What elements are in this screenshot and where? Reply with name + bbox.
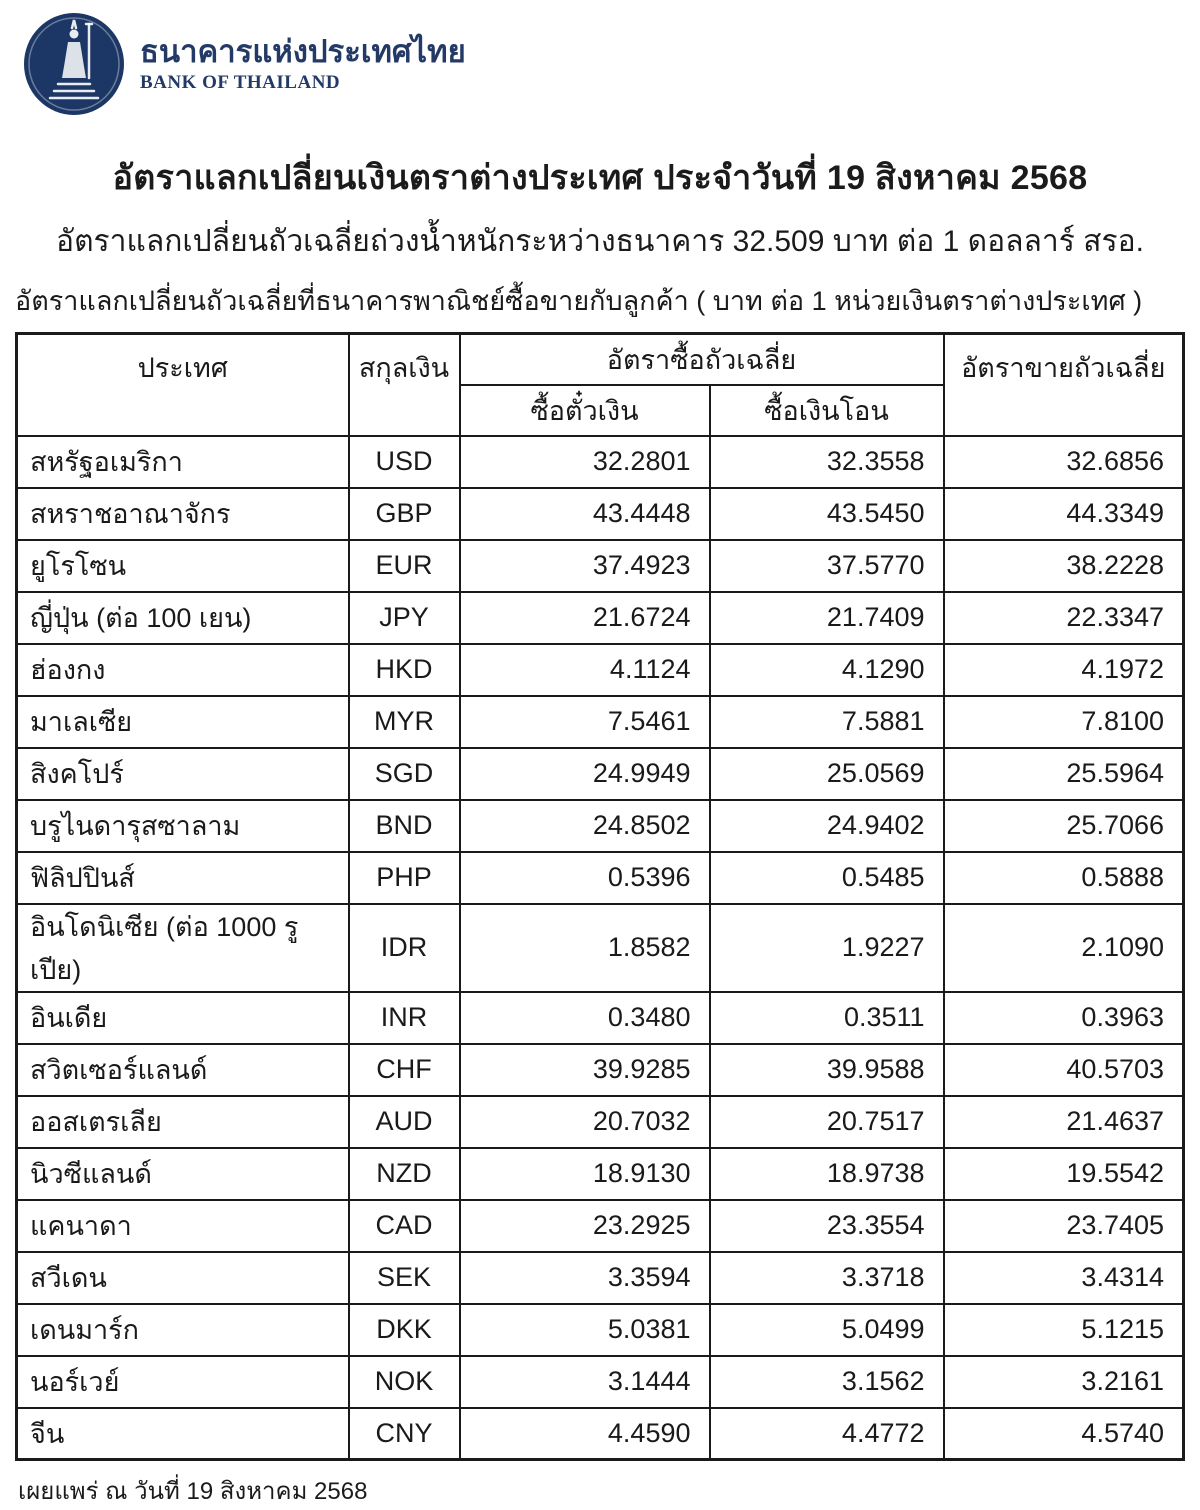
column-header-buy-group: อัตราซื้อถัวเฉลี่ย [460,334,944,385]
buy-bill-cell: 7.5461 [460,696,710,748]
sell-cell: 38.2228 [944,540,1184,592]
buy-transfer-cell: 18.9738 [710,1148,944,1200]
sell-cell: 25.7066 [944,800,1184,852]
column-header-currency: สกุลเงิน [349,334,460,436]
buy-transfer-cell: 43.5450 [710,488,944,540]
buy-transfer-cell: 1.9227 [710,904,944,992]
currency-cell: SGD [349,748,460,800]
weighted-average-rate-subtitle: อัตราแลกเปลี่ยนถัวเฉลี่ยถ่วงน้ำหนักระหว่างธนาคาร 32.509 บาท ต่อ 1 ดอลลาร์ สรอ. [56,225,1144,258]
currency-cell: CAD [349,1200,460,1252]
buy-transfer-cell: 0.3511 [710,992,944,1044]
buy-bill-cell: 3.3594 [460,1252,710,1304]
buy-transfer-cell: 24.9402 [710,800,944,852]
sell-cell: 7.8100 [944,696,1184,748]
buy-transfer-cell: 0.5485 [710,852,944,904]
sell-cell: 44.3349 [944,488,1184,540]
buy-bill-cell: 32.2801 [460,436,710,488]
buy-bill-cell: 39.9285 [460,1044,710,1096]
buy-transfer-cell: 32.3558 [710,436,944,488]
buy-bill-cell: 1.8582 [460,904,710,992]
buy-transfer-cell: 3.3718 [710,1252,944,1304]
sell-cell: 22.3347 [944,592,1184,644]
publication-date-footer: เผยแพร่ ณ วันที่ 19 สิงหาคม 2568 [18,1478,368,1505]
buy-bill-cell: 24.8502 [460,800,710,852]
table-row [17,852,1184,904]
currency-cell: DKK [349,1304,460,1356]
table-header-row-1 [17,334,1184,385]
table-row [17,1408,1184,1460]
bank-name-english: BANK OF THAILAND [140,71,341,93]
country-cell: ญี่ปุ่น (ต่อ 100 เยน) [17,592,349,644]
currency-cell: IDR [349,904,460,992]
buy-transfer-cell: 23.3554 [710,1200,944,1252]
table-description-note: อัตราแลกเปลี่ยนถัวเฉลี่ยที่ธนาคารพาณิชย์ซื้อขายกับลูกค้า ( บาท ต่อ 1 หน่วยเงินตราต่างประเทศ ) [15,286,1143,316]
country-cell: เดนมาร์ก [17,1304,349,1356]
buy-bill-cell: 0.3480 [460,992,710,1044]
table-row [17,1252,1184,1304]
buy-transfer-cell: 39.9588 [710,1044,944,1096]
sell-cell: 19.5542 [944,1148,1184,1200]
buy-transfer-cell: 4.1290 [710,644,944,696]
currency-cell: CHF [349,1044,460,1096]
buy-bill-cell: 3.1444 [460,1356,710,1408]
country-cell: นอร์เวย์ [17,1356,349,1408]
buy-bill-cell: 18.9130 [460,1148,710,1200]
table-row [17,1096,1184,1148]
country-cell: ออสเตรเลีย [17,1096,349,1148]
country-cell: ฮ่องกง [17,644,349,696]
buy-bill-cell: 24.9949 [460,748,710,800]
table-row [17,748,1184,800]
table-row [17,1044,1184,1096]
currency-cell: JPY [349,592,460,644]
currency-cell: AUD [349,1096,460,1148]
currency-cell: INR [349,992,460,1044]
buy-bill-cell: 43.4448 [460,488,710,540]
table-row [17,644,1184,696]
buy-bill-cell: 0.5396 [460,852,710,904]
currency-cell: USD [349,436,460,488]
sell-cell: 5.1215 [944,1304,1184,1356]
country-cell: สิงคโปร์ [17,748,349,800]
table-row [17,1148,1184,1200]
currency-cell: PHP [349,852,460,904]
table-row [17,1200,1184,1252]
table-row [17,436,1184,488]
table-row [17,696,1184,748]
page-title: อัตราแลกเปลี่ยนเงินตราต่างประเทศ ประจำวันที่ 19 สิงหาคม 2568 [112,159,1088,197]
country-cell: สวิตเซอร์แลนด์ [17,1044,349,1096]
sell-cell: 3.2161 [944,1356,1184,1408]
sell-cell: 2.1090 [944,904,1184,992]
currency-cell: GBP [349,488,460,540]
currency-cell: EUR [349,540,460,592]
sell-cell: 32.6856 [944,436,1184,488]
country-cell: บรูไนดารุสซาลาม [17,800,349,852]
currency-cell: SEK [349,1252,460,1304]
buy-transfer-cell: 20.7517 [710,1096,944,1148]
sell-cell: 4.1972 [944,644,1184,696]
table-row [17,1356,1184,1408]
buy-transfer-cell: 7.5881 [710,696,944,748]
country-cell: แคนาดา [17,1200,349,1252]
country-cell: สหรัฐอเมริกา [17,436,349,488]
sell-cell: 0.5888 [944,852,1184,904]
buy-bill-cell: 37.4923 [460,540,710,592]
column-header-sell: อัตราขายถัวเฉลี่ย [944,334,1184,436]
country-cell: มาเลเซีย [17,696,349,748]
buy-transfer-cell: 4.4772 [710,1408,944,1460]
country-cell: อินโดนิเซีย (ต่อ 1000 รูเปีย) [17,904,349,992]
buy-transfer-cell: 5.0499 [710,1304,944,1356]
buy-transfer-cell: 25.0569 [710,748,944,800]
country-cell: สหราชอาณาจักร [17,488,349,540]
sell-cell: 3.4314 [944,1252,1184,1304]
sell-cell: 0.3963 [944,992,1184,1044]
table-row [17,992,1184,1044]
currency-cell: BND [349,800,460,852]
buy-transfer-cell: 3.1562 [710,1356,944,1408]
table-row [17,540,1184,592]
currency-cell: CNY [349,1408,460,1460]
table-row [17,1304,1184,1356]
country-cell: สวีเดน [17,1252,349,1304]
buy-transfer-cell: 37.5770 [710,540,944,592]
country-cell: จีน [17,1408,349,1460]
currency-cell: NOK [349,1356,460,1408]
buy-bill-cell: 5.0381 [460,1304,710,1356]
table-row [17,904,1184,992]
sell-cell: 25.5964 [944,748,1184,800]
buy-bill-cell: 23.2925 [460,1200,710,1252]
bank-names [140,34,466,94]
sell-cell: 23.7405 [944,1200,1184,1252]
buy-bill-cell: 21.6724 [460,592,710,644]
buy-bill-cell: 4.4590 [460,1408,710,1460]
column-header-buy-transfer: ซื้อเงินโอน [710,385,944,436]
table-row [17,800,1184,852]
country-cell: อินเดีย [17,992,349,1044]
buy-bill-cell: 20.7032 [460,1096,710,1148]
column-header-buy-bill: ซื้อตั๋วเงิน [460,385,710,436]
country-cell: ฟิลิปปินส์ [17,852,349,904]
table-row [17,488,1184,540]
sell-cell: 4.5740 [944,1408,1184,1460]
exchange-rate-table [15,332,1185,1461]
country-cell: ยูโรโซน [17,540,349,592]
bank-name-thai: ธนาคารแห่งประเทศไทย [140,34,466,70]
bank-of-thailand-logo-icon [22,12,126,116]
country-cell: นิวซีแลนด์ [17,1148,349,1200]
bank-header [0,0,1200,118]
currency-cell: MYR [349,696,460,748]
sell-cell: 40.5703 [944,1044,1184,1096]
table-row [17,592,1184,644]
sell-cell: 21.4637 [944,1096,1184,1148]
buy-bill-cell: 4.1124 [460,644,710,696]
column-header-country: ประเทศ [17,334,349,436]
currency-cell: NZD [349,1148,460,1200]
buy-transfer-cell: 21.7409 [710,592,944,644]
currency-cell: HKD [349,644,460,696]
